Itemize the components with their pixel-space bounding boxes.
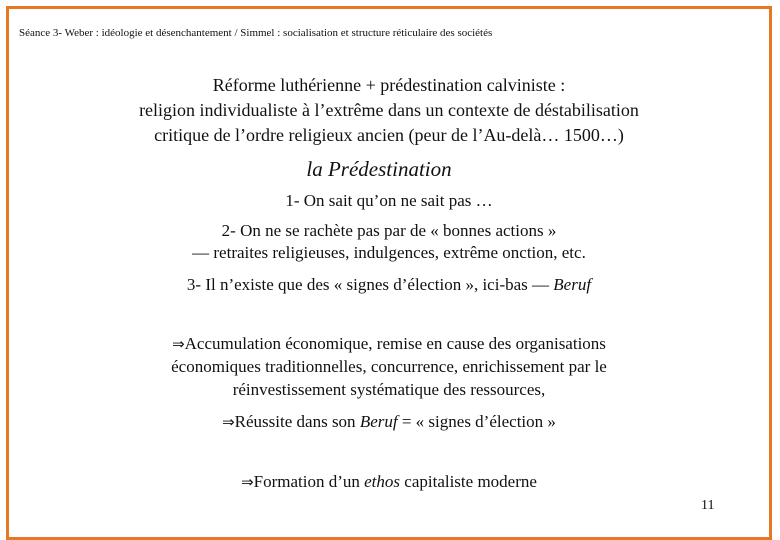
predestination-heading: la Prédestination — [306, 157, 452, 181]
title-line-1: Réforme luthérienne + prédestination calviniste : — [212, 75, 566, 95]
implies-arrow-icon: ⇒ — [172, 335, 185, 353]
accumulation-line-3: réinvestissement systématique des ressources, — [232, 380, 546, 399]
reussite-pre: Réussite dans son — [234, 412, 360, 431]
point-3-beruf: Beruf — [553, 275, 592, 294]
implies-arrow-icon: ⇒ — [222, 413, 235, 431]
page-number: 11 — [701, 498, 715, 513]
accumulation-line-1 — [9, 334, 769, 354]
point-1: 1- On sait qu’on ne sait pas … — [285, 191, 493, 210]
accumulation-text-1: Accumulation économique, remise en cause des organisations — [184, 334, 606, 353]
title-line-3: critique de l’ordre religieux ancien (peur de l’Au-delà… 1500…) — [154, 125, 624, 145]
point-3-text: 3- Il n’existe que des « signes d’élection », ici-bas — — [186, 275, 554, 294]
implies-arrow-icon: ⇒ — [241, 473, 254, 491]
accumulation-line-2: économiques traditionnelles, concurrence, enrichissement par le — [171, 357, 607, 376]
formation-post: capitaliste moderne — [400, 472, 537, 491]
reussite-line — [9, 412, 769, 432]
slide-frame — [6, 6, 772, 540]
point-3 — [9, 275, 769, 295]
reussite-beruf: Beruf — [359, 412, 398, 431]
formation-ethos: ethos — [364, 472, 401, 491]
point-2-line-1: 2- On ne se rachète pas par de « bonnes actions » — [221, 221, 557, 240]
reussite-post: = « signes d’élection » — [397, 412, 556, 431]
title-line-2: religion individualiste à l’extrême dans un contexte de déstabilisation — [139, 100, 639, 120]
session-header: Séance 3- Weber : idéologie et désenchantement / Simmel : socialisation et structure réticulaire des sociétés — [19, 27, 493, 39]
formation-line — [9, 472, 769, 492]
formation-pre: Formation d’un — [253, 472, 365, 491]
point-2-line-2: — retraites religieuses, indulgences, extrême onction, etc. — [192, 243, 586, 262]
